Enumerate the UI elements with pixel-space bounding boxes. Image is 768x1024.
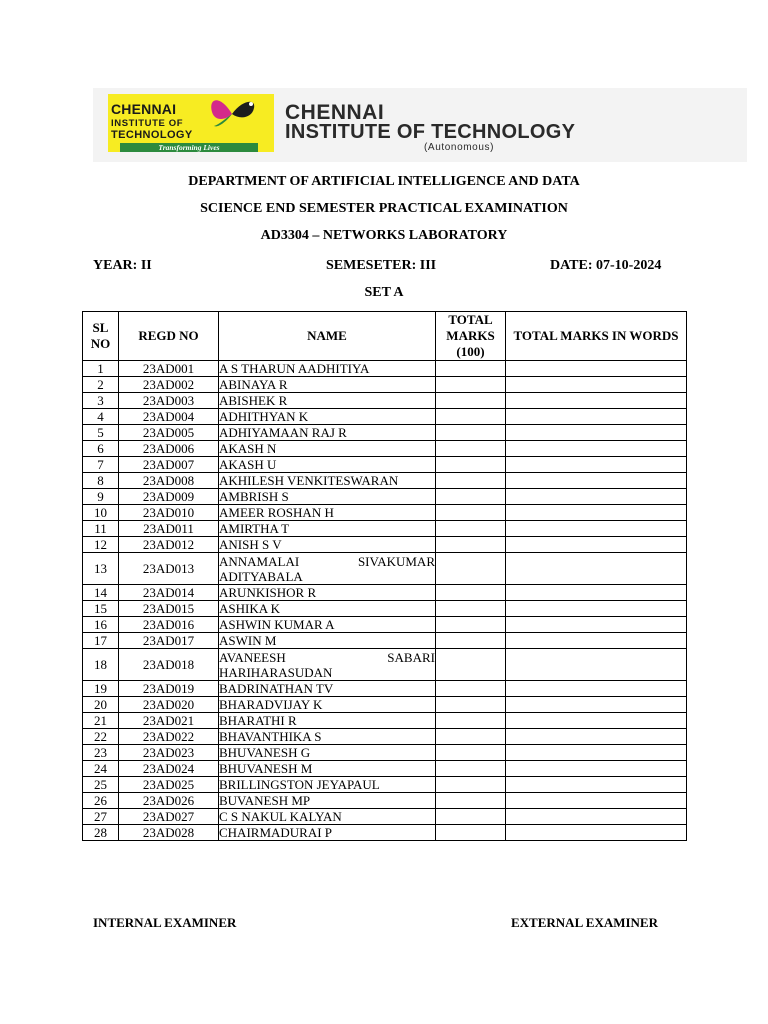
cell-regd-no: 23AD002 <box>119 377 219 393</box>
cell-marks-words[interactable] <box>506 633 687 649</box>
cell-name: AVANEESH SABARI HARIHARASUDAN <box>219 649 435 680</box>
institution-banner <box>93 88 747 162</box>
table-row <box>83 809 687 825</box>
cell-total-marks[interactable] <box>436 601 506 617</box>
cell-total-marks[interactable] <box>436 697 506 713</box>
cell-marks-words[interactable] <box>506 729 687 745</box>
cell-total-marks[interactable] <box>436 473 506 489</box>
cell-regd-no: 23AD028 <box>119 825 219 841</box>
table-row <box>83 457 687 473</box>
cell-marks-words[interactable] <box>506 457 687 473</box>
cell-total-marks[interactable] <box>436 793 506 809</box>
cell-regd-no: 23AD001 <box>119 361 219 377</box>
cell-regd-no: 23AD023 <box>119 745 219 761</box>
cell-name: BHAVANTHIKA S <box>219 729 436 745</box>
cell-name: AMIRTHA T <box>219 521 436 537</box>
cell-total-marks[interactable] <box>436 393 506 409</box>
table-row <box>83 441 687 457</box>
cell-marks-words[interactable] <box>506 425 687 441</box>
cell-sl-no: 7 <box>83 457 119 473</box>
cell-name: C S NAKUL KALYAN <box>219 809 436 825</box>
cell-sl-no: 14 <box>83 585 119 601</box>
cell-marks-words[interactable] <box>506 761 687 777</box>
cell-sl-no: 6 <box>83 441 119 457</box>
table-row <box>83 681 687 697</box>
cell-name: ADHIYAMAAN RAJ R <box>219 425 436 441</box>
table-row <box>83 777 687 793</box>
cell-regd-no: 23AD005 <box>119 425 219 441</box>
cell-sl-no: 11 <box>83 521 119 537</box>
cell-total-marks[interactable] <box>436 681 506 697</box>
cell-marks-words[interactable] <box>506 553 687 585</box>
col-header-sl-no: SL NO <box>83 312 119 361</box>
cell-name: BHARATHI R <box>219 713 436 729</box>
course-title: AD3304 – NETWORKS LABORATORY <box>260 228 508 243</box>
butterfly-logo-icon <box>206 96 258 130</box>
cell-name: BHARADVIJAY K <box>219 697 436 713</box>
logo-text-line1: CHENNAI <box>111 101 177 117</box>
table-body <box>83 361 687 841</box>
table-row <box>83 617 687 633</box>
cell-regd-no: 23AD014 <box>119 585 219 601</box>
institution-name-line1: CHENNAI <box>285 101 385 124</box>
cell-sl-no: 23 <box>83 745 119 761</box>
cell-sl-no: 5 <box>83 425 119 441</box>
cell-regd-no: 23AD021 <box>119 713 219 729</box>
cell-total-marks[interactable] <box>436 553 506 585</box>
cell-sl-no: 26 <box>83 793 119 809</box>
table-row <box>83 649 687 681</box>
cell-total-marks[interactable] <box>436 537 506 553</box>
table-row <box>83 585 687 601</box>
logo-text-line2: INSTITUTE OF <box>111 118 184 129</box>
cell-total-marks[interactable] <box>436 425 506 441</box>
table-row <box>83 409 687 425</box>
table-row <box>83 745 687 761</box>
table-header-row <box>83 312 687 361</box>
table-row <box>83 601 687 617</box>
cell-name: ASHIKA K <box>219 601 436 617</box>
table-row <box>83 361 687 377</box>
cell-marks-words[interactable] <box>506 649 687 681</box>
table-row <box>83 425 687 441</box>
cell-regd-no: 23AD027 <box>119 809 219 825</box>
cell-name: AKASH U <box>219 457 436 473</box>
table-row <box>83 713 687 729</box>
cell-name: ABINAYA R <box>219 377 436 393</box>
cell-sl-no: 25 <box>83 777 119 793</box>
cell-total-marks[interactable] <box>436 809 506 825</box>
department-title: DEPARTMENT OF ARTIFICIAL INTELLIGENCE AND DATA <box>188 174 580 189</box>
cell-total-marks[interactable] <box>436 457 506 473</box>
cell-regd-no: 23AD020 <box>119 697 219 713</box>
cell-sl-no: 13 <box>83 553 119 585</box>
cell-sl-no: 1 <box>83 361 119 377</box>
cell-marks-words[interactable] <box>506 601 687 617</box>
cell-total-marks[interactable] <box>436 777 506 793</box>
cell-name: ASWIN M <box>219 633 436 649</box>
cell-sl-no: 9 <box>83 489 119 505</box>
cell-marks-words[interactable] <box>506 537 687 553</box>
cell-total-marks[interactable] <box>436 409 506 425</box>
cell-sl-no: 15 <box>83 601 119 617</box>
cell-marks-words[interactable] <box>506 777 687 793</box>
cell-regd-no: 23AD004 <box>119 409 219 425</box>
cell-marks-words[interactable] <box>506 809 687 825</box>
cell-sl-no: 27 <box>83 809 119 825</box>
cell-sl-no: 2 <box>83 377 119 393</box>
cell-marks-words[interactable] <box>506 681 687 697</box>
table-row <box>83 553 687 585</box>
cell-regd-no: 23AD010 <box>119 505 219 521</box>
col-header-total-marks: TOTAL MARKS (100) <box>436 312 506 361</box>
cell-regd-no: 23AD013 <box>119 553 219 585</box>
cell-name: ASHWIN KUMAR A <box>219 617 436 633</box>
col-header-marks-words: TOTAL MARKS IN WORDS <box>506 312 687 361</box>
cell-name: AKASH N <box>219 441 436 457</box>
cell-name: ANNAMALAI SIVAKUMAR ADITYABALA <box>219 553 435 584</box>
cell-regd-no: 23AD017 <box>119 633 219 649</box>
table-row <box>83 633 687 649</box>
logo-text-line3: TECHNOLOGY <box>111 129 193 141</box>
internal-examiner-label: INTERNAL EXAMINER <box>93 915 237 930</box>
institution-name-line2: INSTITUTE OF TECHNOLOGY <box>285 121 576 143</box>
cell-total-marks[interactable] <box>436 377 506 393</box>
table-row <box>83 729 687 745</box>
cell-total-marks[interactable] <box>436 441 506 457</box>
cell-name: ABISHEK R <box>219 393 436 409</box>
cell-total-marks[interactable] <box>436 729 506 745</box>
table-row <box>83 697 687 713</box>
cell-sl-no: 8 <box>83 473 119 489</box>
cell-total-marks[interactable] <box>436 489 506 505</box>
cell-name: ADHITHYAN K <box>219 409 436 425</box>
cell-sl-no: 19 <box>83 681 119 697</box>
cell-sl-no: 12 <box>83 537 119 553</box>
cell-regd-no: 23AD022 <box>119 729 219 745</box>
cell-marks-words[interactable] <box>506 617 687 633</box>
cell-regd-no: 23AD025 <box>119 777 219 793</box>
cell-regd-no: 23AD006 <box>119 441 219 457</box>
cell-name: CHAIRMADURAI P <box>219 825 436 841</box>
cell-total-marks[interactable] <box>436 505 506 521</box>
cell-sl-no: 18 <box>83 649 119 681</box>
cell-marks-words[interactable] <box>506 585 687 601</box>
exam-title: SCIENCE END SEMESTER PRACTICAL EXAMINATION <box>200 201 568 216</box>
cell-name: BHUVANESH G <box>219 745 436 761</box>
cell-total-marks[interactable] <box>436 361 506 377</box>
cell-regd-no: 23AD011 <box>119 521 219 537</box>
cell-marks-words[interactable] <box>506 825 687 841</box>
cell-sl-no: 22 <box>83 729 119 745</box>
cell-marks-words[interactable] <box>506 505 687 521</box>
table-row <box>83 473 687 489</box>
cell-name: AKHILESH VENKITESWARAN <box>219 473 436 489</box>
table-row <box>83 489 687 505</box>
table-row <box>83 825 687 841</box>
col-header-regd-no: REGD NO <box>119 312 219 361</box>
cell-sl-no: 21 <box>83 713 119 729</box>
institution-status: (Autonomous) <box>424 142 495 153</box>
cell-sl-no: 17 <box>83 633 119 649</box>
cell-total-marks[interactable] <box>436 649 506 681</box>
cell-regd-no: 23AD012 <box>119 537 219 553</box>
cell-marks-words[interactable] <box>506 745 687 761</box>
institution-logo <box>108 94 274 152</box>
marks-table <box>82 311 687 841</box>
cell-regd-no: 23AD003 <box>119 393 219 409</box>
cell-marks-words[interactable] <box>506 361 687 377</box>
cell-name: ARUNKISHOR R <box>219 585 436 601</box>
cell-marks-words[interactable] <box>506 393 687 409</box>
cell-sl-no: 20 <box>83 697 119 713</box>
cell-total-marks[interactable] <box>436 713 506 729</box>
cell-regd-no: 23AD026 <box>119 793 219 809</box>
cell-sl-no: 28 <box>83 825 119 841</box>
cell-regd-no: 23AD007 <box>119 457 219 473</box>
cell-marks-words[interactable] <box>506 521 687 537</box>
external-examiner-label: EXTERNAL EXAMINER <box>511 915 658 930</box>
cell-sl-no: 16 <box>83 617 119 633</box>
cell-total-marks[interactable] <box>436 633 506 649</box>
col-header-name: NAME <box>219 312 436 361</box>
cell-sl-no: 3 <box>83 393 119 409</box>
logo-tagline: Transforming Lives <box>120 143 258 152</box>
cell-marks-words[interactable] <box>506 377 687 393</box>
table-row <box>83 793 687 809</box>
cell-regd-no: 23AD016 <box>119 617 219 633</box>
cell-regd-no: 23AD018 <box>119 649 219 681</box>
cell-total-marks[interactable] <box>436 745 506 761</box>
cell-name: BHUVANESH M <box>219 761 436 777</box>
cell-regd-no: 23AD015 <box>119 601 219 617</box>
cell-marks-words[interactable] <box>506 441 687 457</box>
year-label: YEAR: II <box>93 258 152 273</box>
cell-sl-no: 10 <box>83 505 119 521</box>
cell-regd-no: 23AD008 <box>119 473 219 489</box>
table-row <box>83 521 687 537</box>
cell-regd-no: 23AD009 <box>119 489 219 505</box>
table-row <box>83 393 687 409</box>
semester-label: SEMESETER: III <box>326 258 437 273</box>
cell-marks-words[interactable] <box>506 473 687 489</box>
cell-regd-no: 23AD024 <box>119 761 219 777</box>
table-row <box>83 537 687 553</box>
cell-name: AMEER ROSHAN H <box>219 505 436 521</box>
cell-name: A S THARUN AADHITIYA <box>219 361 436 377</box>
cell-marks-words[interactable] <box>506 409 687 425</box>
cell-regd-no: 23AD019 <box>119 681 219 697</box>
cell-total-marks[interactable] <box>436 521 506 537</box>
cell-name: AMBRISH S <box>219 489 436 505</box>
table-row <box>83 505 687 521</box>
cell-name: BUVANESH MP <box>219 793 436 809</box>
cell-sl-no: 4 <box>83 409 119 425</box>
cell-name: BRILLINGSTON JEYAPAUL <box>219 777 436 793</box>
set-label: SET A <box>364 285 404 300</box>
cell-sl-no: 24 <box>83 761 119 777</box>
cell-total-marks[interactable] <box>436 585 506 601</box>
cell-marks-words[interactable] <box>506 793 687 809</box>
date-label: DATE: 07-10-2024 <box>550 258 662 273</box>
cell-name: ANISH S V <box>219 537 436 553</box>
table-row <box>83 377 687 393</box>
table-row <box>83 761 687 777</box>
cell-total-marks[interactable] <box>436 617 506 633</box>
cell-marks-words[interactable] <box>506 489 687 505</box>
cell-total-marks[interactable] <box>436 825 506 841</box>
cell-name: BADRINATHAN TV <box>219 681 436 697</box>
cell-total-marks[interactable] <box>436 761 506 777</box>
cell-marks-words[interactable] <box>506 697 687 713</box>
cell-marks-words[interactable] <box>506 713 687 729</box>
